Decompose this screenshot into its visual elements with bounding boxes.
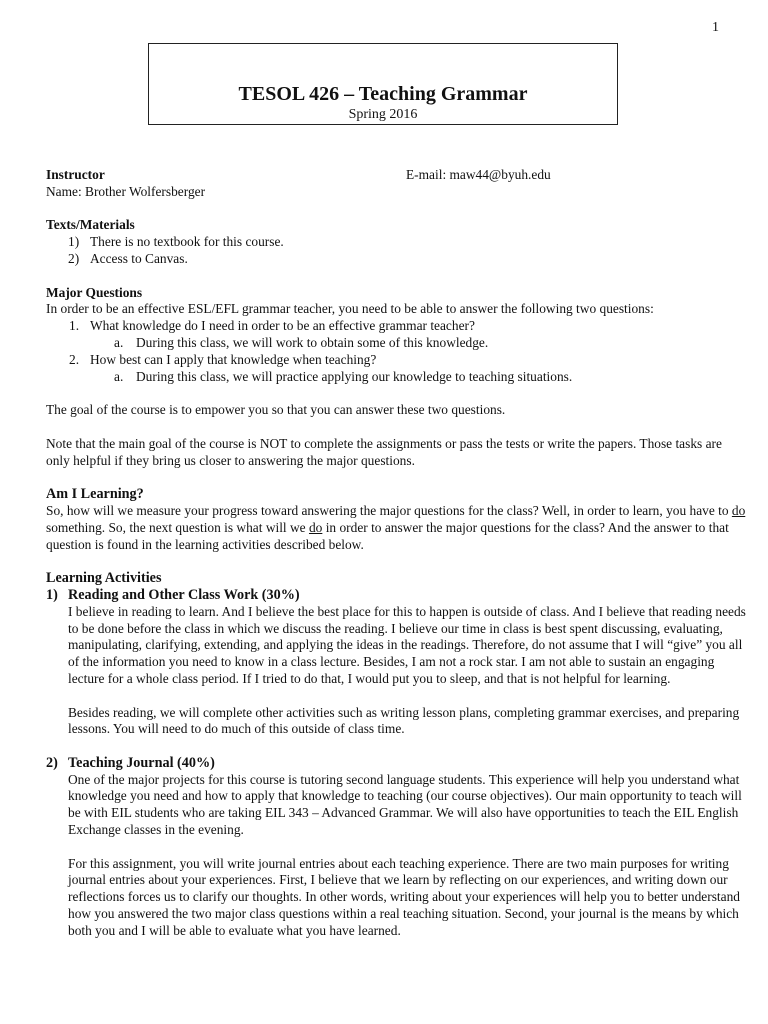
syllabus-body — [46, 167, 746, 940]
course-title: TESOL 426 – Teaching Grammar — [238, 83, 528, 105]
instructor-heading: Instructor — [46, 167, 105, 182]
activities-heading: Learning Activities — [46, 570, 162, 587]
major-questions-section — [46, 285, 746, 470]
texts-list — [46, 234, 746, 268]
title-box — [148, 43, 618, 125]
instructor-section — [46, 167, 746, 201]
activity-2-heading: 2) Teaching Journal (40%) — [46, 754, 215, 771]
instructor-name: Name: Brother Wolfersberger — [46, 183, 206, 199]
major-questions-heading: Major Questions — [46, 284, 143, 300]
list-item: a. During this class, we will practice applying our knowledge to teaching situations. — [114, 368, 573, 384]
learning-section — [46, 486, 746, 553]
course-term: Spring 2016 — [348, 107, 418, 122]
activity-1-paragraph-1: I believe in reading to learn. And I believe the best place for this to happen is outside of class. And I believe that reading needs to be done before the class in which we discuss the reading. I believe our time in class is best spent discussing, evaluating, manipulating, clarifying, extending, and applying the ideas in the readings. Therefore, do not assume that I will “give” you all of the information you need to know in a class lecture. Besides, I am not a rock star. I am not able to sustain an engaging lecture for a whole class period. If I tried to do that, I would put you to sleep, and that is not helpful for learning. — [68, 603, 746, 686]
list-item: 2) Access to Canvas. — [68, 250, 188, 266]
activity-1-paragraph-2: Besides reading, we will complete other activities such as writing lesson plans, completing grammar exercises, and preparing lessons. You will need to do much of this outside of class time. — [68, 704, 740, 737]
course-note: Note that the main goal of the course is NOT to complete the assignments or pass the tests or write the papers. Those tasks are only helpful if they bring us closer to answering the major questions. — [46, 435, 722, 468]
learning-heading: Am I Learning? — [46, 486, 144, 503]
list-item: a. During this class, we will work to obtain some of this knowledge. — [114, 334, 489, 350]
list-item: 1. What knowledge do I need in order to be an effective grammar teacher? — [69, 318, 475, 334]
learning-paragraph: So, how will we measure your progress toward answering the major questions for the class? Well, in order to learn, you have to do something. So, the next question is what will we do in order to answer the major questions for the class? And the answer to that question is found in the learning activities described below. — [46, 502, 746, 552]
questions-list — [46, 318, 746, 335]
list-item: 1) There is no textbook for this course. — [68, 234, 284, 250]
activity-2-paragraph-2: For this assignment, you will write journal entries about each teaching experience. There are two main purposes for writing journal entries about your experiences. First, I believe that we learn by reflecting on our experiences, and writing down our reflections forces us to clarify our thoughts. In other words, writing about your experiences will help you to better understand how you answered the two major class questions within a real teaching situation. Second, your journal is the means by which both you and I will be able to evaluate what you have learned. — [68, 855, 740, 938]
course-goal: The goal of the course is to empower you so that you can answer these two questions. — [46, 402, 506, 418]
activity-1-heading: 1) Reading and Other Class Work (30%) — [46, 586, 300, 603]
list-item: 2. How best can I apply that knowledge when teaching? — [69, 351, 377, 367]
page-number: 1 — [712, 20, 719, 35]
texts-section — [46, 217, 746, 267]
texts-heading: Texts/Materials — [46, 217, 135, 233]
activity-2-paragraph-1: One of the major projects for this course is tutoring second language students. This experience will help you understand what knowledge you need and how to apply that knowledge to teaching (our course objectives). Our main opportunity to teach will be with EIL students who are taking EIL 343 – Advanced Grammar. We will also have opportunities to teach the EIL English Exchange classes in the evening. — [68, 771, 742, 838]
major-questions-intro: In order to be an effective ESL/EFL grammar teacher, you need to be able to answer the following two questions: — [46, 301, 654, 317]
activities-section — [46, 570, 746, 940]
instructor-email: E-mail: maw44@byuh.edu — [406, 167, 551, 182]
